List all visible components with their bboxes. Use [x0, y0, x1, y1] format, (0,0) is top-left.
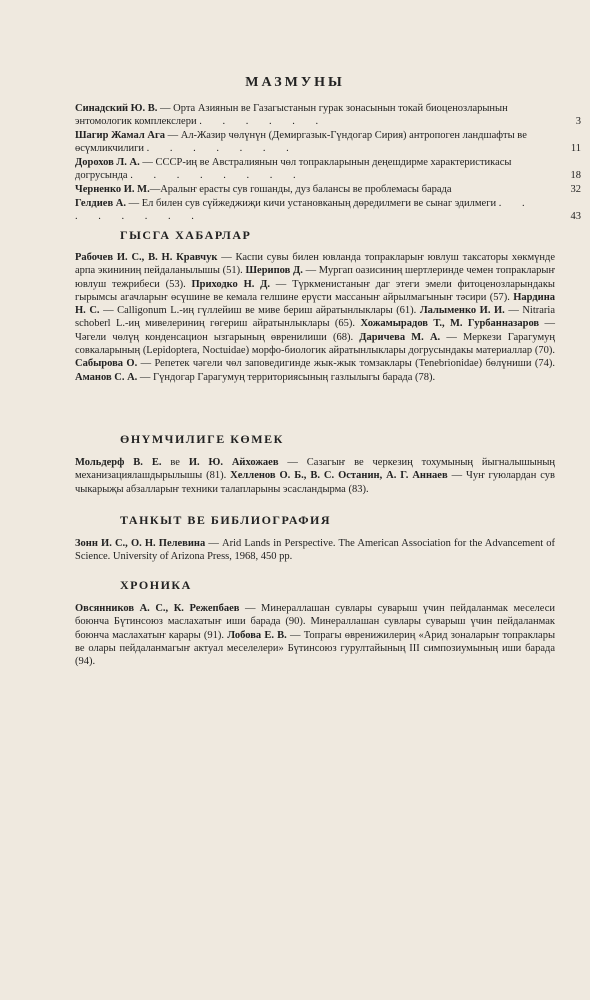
toc-text: — Ал-Жазир чөлүнүн (Демиргазык-Гүндогар Сирия) антропоген ландшафты ве өсүмликчилиги	[75, 130, 527, 154]
entry-text: — Гүндогар Гарагумуң территориясының газлылыгы барада (78).	[137, 371, 436, 383]
entry-text: — Каспи сувы билен ювланда топракларыҥ ювлуш таксаторы хөкмүнде арпа экининиң пейдаланылышы (51).	[75, 252, 555, 277]
entry-text: — Сазагыҥ ве черкезиң тохумының йыгналышының механизациялашдырылышы (81).	[75, 457, 555, 482]
toc-text: — Ел билен сув сүйжеджиҗи кичи установканың дөредилмеги ве сынаг эдилмеги	[125, 198, 497, 209]
section-body-chronicle	[75, 602, 555, 668]
toc-text: —Аралыҥ ерасты сув гошанды, дуз балансы ве проблемасы барада	[149, 184, 452, 195]
author-name: Лалыменко И. И.	[419, 305, 505, 317]
entry-text: — Түркменистаныҥ даг этеги эмели фитоценозларындакы гырымсы агачларыҥ өсүшине ве кемала гелшине ерүсти массаныҥ айрылмагыныҥ тәсири (57).	[75, 278, 555, 303]
entry-text: — Минераллашан сувлары суварыш үчин пейдаланмак меселеси боюнча Бүтинсоюз маслахатыҥ иши барада (90). Минераллашан сувлары суварыш үчин пейдаланмак боюнча маслахатыҥ карары (91).	[75, 603, 555, 641]
toc-leader: . . . . . . .	[146, 143, 298, 154]
author-name: Приходко Н. Д.	[191, 278, 271, 290]
toc-page-number: 3	[575, 116, 581, 127]
section-body-short-reports	[75, 251, 555, 384]
section-body-production-help	[75, 456, 555, 496]
toc-page-number: 32	[570, 184, 581, 195]
entry-text: — Меркези Гарагумуң совкаларының (Lepidoptera, Noctuidae) морфо-биологик айратынлыклары догрусындакы материаллар (70).	[75, 331, 556, 357]
section-heading-short-reports: ГЫСГА ХАБАРЛАР	[120, 228, 252, 242]
toc-list	[75, 102, 581, 224]
entry-text: — Nitraria schoberl L.-иң мивелериниң гөгериш айратынлыклары (65).	[75, 305, 555, 330]
entry-text: — Репетек чәгели чөл заповедигинде жык-жык томзаклары (Tenebrionidae) бөлүниши (74).	[137, 358, 555, 370]
author-name: Сабырова О.	[75, 358, 138, 370]
author-name: Даричева М. А.	[359, 331, 441, 343]
author-name: Аманов С. А.	[75, 371, 138, 383]
toc-author: Шагир Жамал Ага	[75, 130, 165, 141]
toc-entry	[75, 156, 581, 182]
toc-page-number: 18	[570, 170, 581, 181]
entry-text: — Arid Lands in Perspective. The American Association for the Advancement of Science. University of Arizona Press, 1968, 450 pp.	[75, 538, 555, 563]
entry-text: — Чуҥ гуюлардан сув чыкарыҗы абзалларыҥ техники талапларыны эсасландырма (83).	[75, 470, 555, 495]
section-heading-chronicle: ХРОНИКА	[120, 578, 192, 592]
toc-entry	[75, 183, 581, 196]
author-name: И. Ю. Айхожаев	[188, 457, 279, 468]
toc-author: Синадский Ю. В.	[75, 103, 158, 114]
author-name: Хожамырадов Т., М. Гурбанназаров	[360, 318, 540, 330]
author-name: Нардина Н. С.	[75, 291, 555, 317]
author-name: Шерипов Д.	[245, 265, 303, 277]
toc-text: — Орта Азиянын ве Газагыстанын гурак зонасынын токай биоценозларынын энтомологик комплекслери	[75, 103, 508, 127]
toc-page-number: 43	[570, 211, 581, 222]
toc-page-number: 11	[570, 143, 581, 154]
author-name: Мольдерф В. Е.	[75, 457, 162, 468]
toc-leader: . . . . . . . .	[75, 198, 534, 222]
section-body-critique-bibliography	[75, 537, 555, 564]
entry-text: — Топрагы өвренижилериң «Арид зоналарыҥ топраклары ве олары пейдаланмагыҥ актуал меселелери» Бүтинсоюз гурултайының III симпозиумының иши барада (94).	[75, 629, 556, 668]
toc-entry	[75, 197, 581, 223]
author-name: Лобова Е. В.	[227, 629, 287, 641]
entry-text: — Чәгели чөлүң конденсацион ызгарының өвренилиши (68).	[75, 318, 556, 343]
toc-author: Гелдиев А.	[75, 198, 126, 209]
toc-leader: . . . . . . . .	[130, 170, 305, 181]
toc-text: — СССР-иң ве Австралиянын чөл топракларынын деңешдирме характеристикасы догрусында	[75, 157, 512, 181]
toc-author: Черненко И. М.	[75, 184, 150, 195]
entry-text: — Calligonum L.-иң гүллейиш ве миве бериш айратынлыклары (61).	[99, 305, 420, 317]
toc-author: Дорохов Л. А.	[75, 157, 140, 168]
author-name: Зонн И. С., О. Н. Пелевина	[75, 538, 206, 549]
toc-title: МАЗМУНЫ	[245, 75, 345, 90]
entry-text: — Мургап оазисиниң шертлеринде чемен топракларыҥ ювлуш тежрибеси (53).	[75, 265, 556, 290]
section-heading-critique-bibliography: ТАНКЫТ ВЕ БИБЛИОГРАФИЯ	[120, 513, 332, 527]
toc-entry	[75, 129, 581, 155]
section-heading-production-help: ӨНҮМЧИЛИГЕ КӨМЕК	[120, 432, 284, 446]
author-name: Овсянников А. С., К. Режепбаев	[75, 603, 240, 614]
entry-text: ве	[161, 457, 189, 468]
toc-entry	[75, 102, 581, 128]
author-name: Хелленов О. Б., В. С. Останин, А. Г. Аннаев	[230, 470, 448, 482]
toc-leader: . . . . . .	[199, 116, 328, 127]
author-name: Рабочев И. С., В. Н. Кравчук	[75, 252, 218, 263]
